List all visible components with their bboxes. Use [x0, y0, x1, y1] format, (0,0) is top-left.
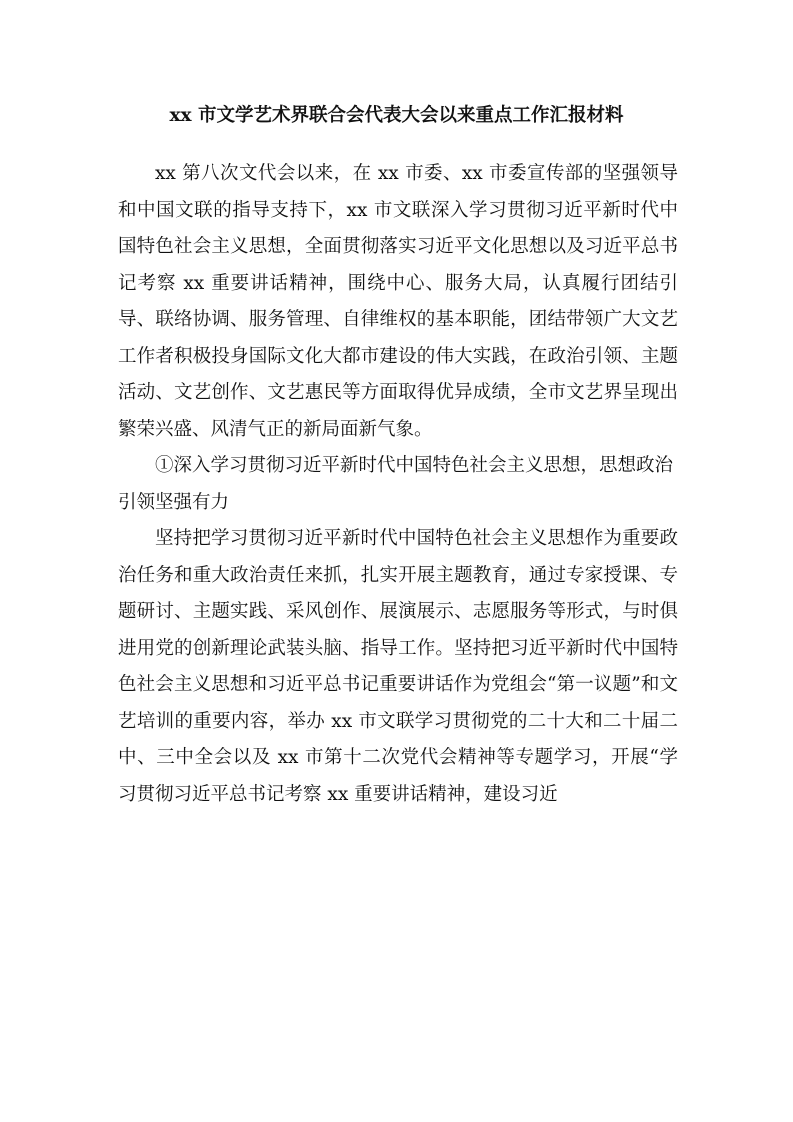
section-heading-1: ①深入学习贯彻习近平新时代中国特色社会主义思想，思想政治引领坚强有力: [118, 455, 674, 513]
section-1-paragraph: 坚持把学习贯彻习近平新时代中国特色社会主义思想作为重要政治任务和重大政治责任来抓，扎实开展主题教育，通过专家授课、专题研讨、主题实践、采风创作、展演展示、志愿服务等形式，与时俱进用党的创新理论武装头脑、指导工作。坚持把习近平新时代中国特色社会主义思想和习近平总书记重要讲话作为党组会“第一议题”和文艺培训的重要内容，举办 xx 市文联学习贯彻党的二十大和二十届二中、三中全会以及 xx 市第十二次党代会精神等专题学习，开展“学习贯彻习近平总书记考察 xx 重要讲话精神，建设习近: [118, 528, 678, 805]
document-title: xx 市文学艺术界联合会代表大会以来重点工作汇报材料: [169, 105, 624, 126]
intro-paragraph: xx 第八次文代会以来，在 xx 市委、xx 市委宣传部的坚强领导和中国文联的指导支持下，xx 市文联深入学习贯彻习近平新时代中国特色社会主义思想，全面贯彻落实习近平文化思想以及习近平总书记考察 xx 重要讲话精神，围绕中心、服务大局，认真履行团结引导、联络协调、服务管理、自律维权的基本职能，团结带领广大文艺工作者积极投身国际文化大都市建设的伟大实践，在政治引领、主题活动、文艺创作、文艺惠民等方面取得优异成绩，全市文艺界呈现出繁荣兴盛、风清气正的新局面新气象。: [118, 163, 678, 440]
document-body: [118, 156, 678, 813]
